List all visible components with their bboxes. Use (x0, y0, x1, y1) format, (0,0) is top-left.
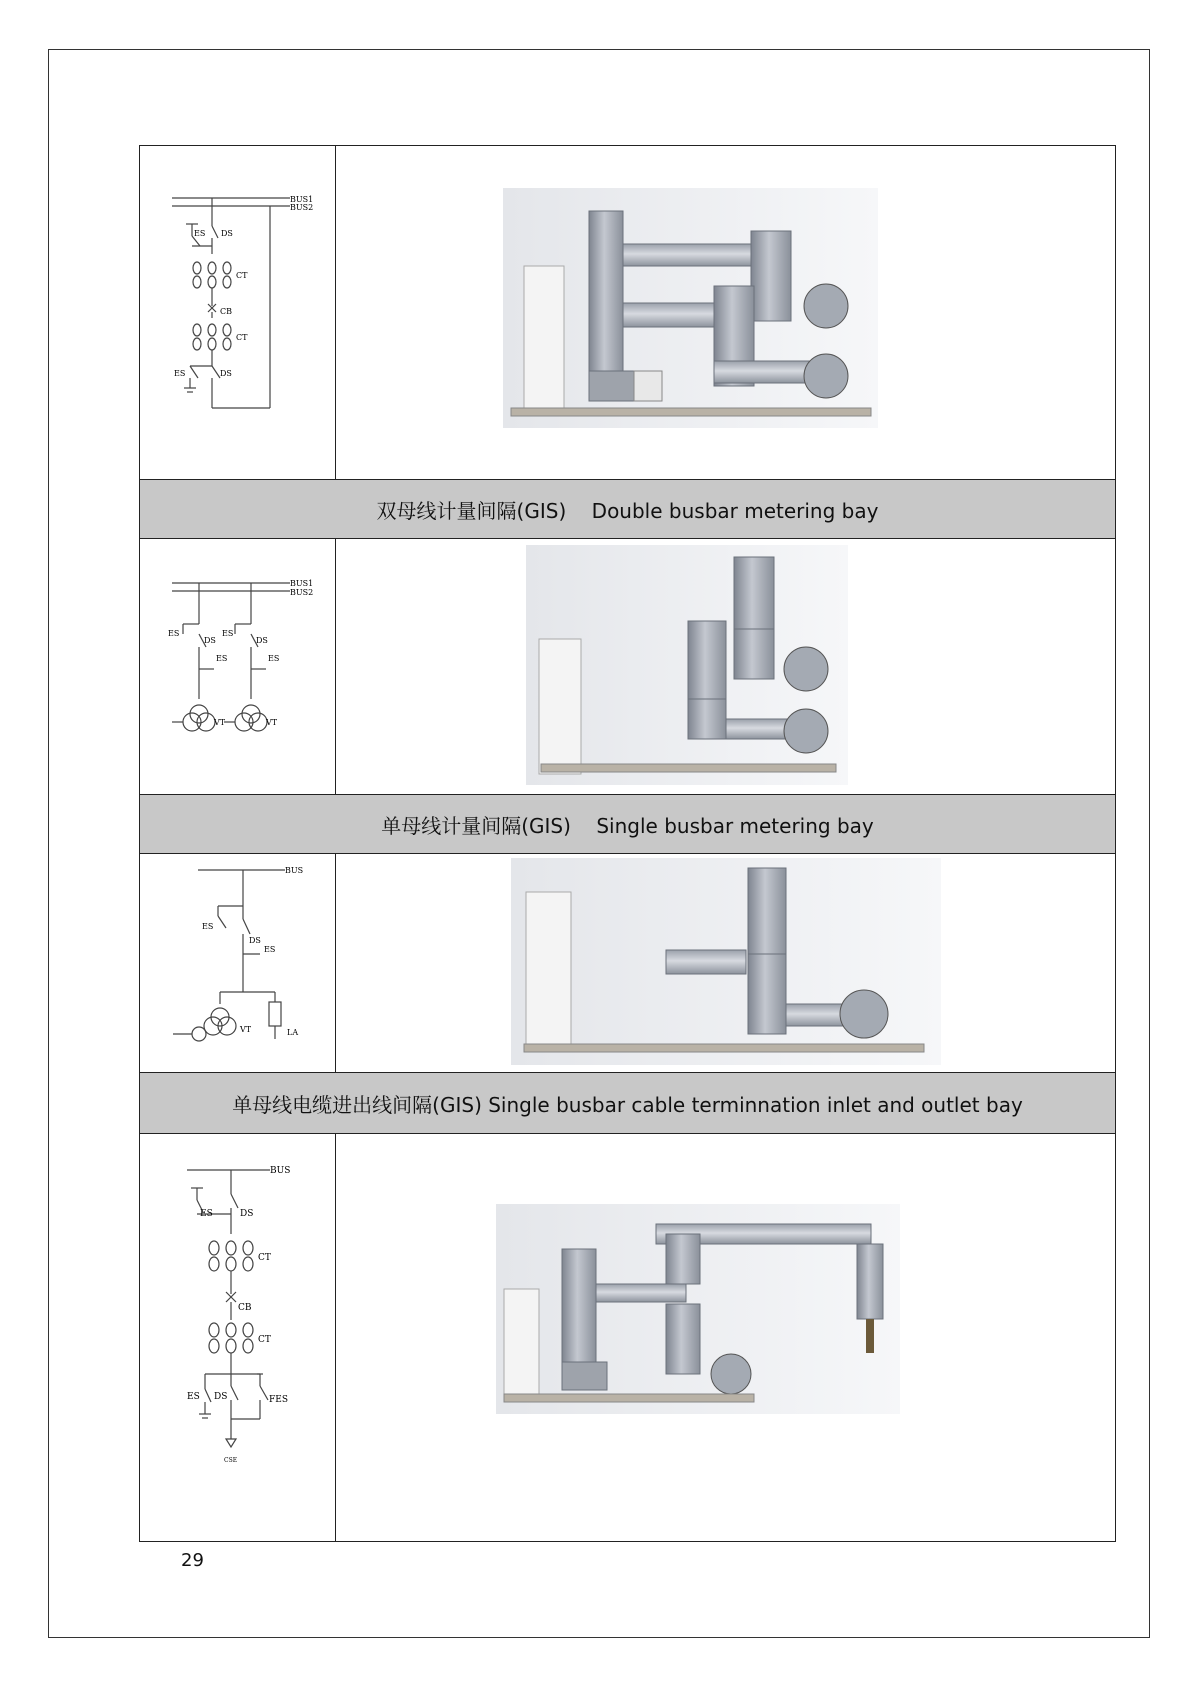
label-fes: FES (269, 1395, 288, 1405)
label-vt: VT (240, 1025, 252, 1034)
label-es-2: ES (174, 369, 186, 378)
single-line-diagram-2 (140, 539, 336, 794)
sld-cable-feeder-bay (140, 1134, 335, 1541)
label-bus: BUS (285, 866, 304, 875)
label-bus: BUS (270, 1166, 291, 1176)
label-ct-2: CT (258, 1335, 271, 1345)
label-es-b: ES (264, 945, 276, 954)
label-es-b: ES (216, 654, 228, 663)
label-ds-2: DS (256, 636, 268, 645)
gis-3d-render-cable-feeder (336, 1134, 1116, 1541)
label-ds: DS (204, 636, 216, 645)
sld-single-busbar-cable (140, 854, 335, 1072)
caption-text: 单母线计量间隔(GIS) Single busbar metering bay (381, 813, 874, 838)
label-la: LA (287, 1028, 299, 1037)
single-line-diagram-3 (140, 854, 336, 1072)
equipment-image-1 (336, 146, 1115, 479)
bay-row-1 (140, 146, 1115, 479)
bay-row-4 (140, 1134, 1115, 1541)
label-ds: DS (249, 936, 261, 945)
label-es-b-2: ES (268, 654, 280, 663)
label-es: ES (202, 922, 214, 931)
label-cb: CB (238, 1303, 252, 1313)
bay-caption-3 (140, 1072, 1115, 1134)
page-number: 29 (181, 1550, 204, 1571)
gis-3d-render-single-busbar-metering (336, 539, 1116, 794)
label-vt: VT (214, 718, 226, 727)
bay-caption-2 (140, 794, 1115, 854)
label-es-2: ES (222, 629, 234, 638)
single-line-diagram-1 (140, 146, 336, 479)
label-es: ES (194, 229, 206, 238)
label-ds-2: DS (220, 369, 232, 378)
bay-row-2 (140, 539, 1115, 794)
label-ct-2: CT (236, 333, 248, 342)
label-ds: DS (221, 229, 233, 238)
label-es-2: ES (187, 1392, 200, 1402)
bay-row-3 (140, 854, 1115, 1072)
label-bus2: BUS2 (290, 203, 314, 212)
label-es: ES (168, 629, 180, 638)
label-bus1: BUS1 (290, 579, 314, 588)
bay-caption-1 (140, 479, 1115, 539)
bay-table (139, 145, 1116, 1542)
single-line-diagram-4 (140, 1134, 336, 1541)
caption-text: 单母线电缆进出线间隔(GIS) Single busbar cable terminnation inlet and outlet bay (232, 1092, 1023, 1117)
equipment-image-3 (336, 854, 1115, 1072)
sld-double-busbar-metering (140, 146, 335, 479)
equipment-image-2 (336, 539, 1115, 794)
label-bus1: BUS1 (290, 195, 314, 204)
gis-3d-render-double-busbar (336, 146, 1116, 479)
caption-text: 双母线计量间隔(GIS) Double busbar metering bay (376, 498, 879, 523)
label-es: ES (200, 1209, 213, 1219)
gis-3d-render-single-busbar-cable (336, 854, 1116, 1072)
label-vt-2: VT (266, 718, 278, 727)
sld-single-busbar-metering (140, 539, 335, 794)
label-cb: CB (220, 307, 232, 316)
label-ct: CT (236, 271, 248, 280)
equipment-image-4 (336, 1134, 1115, 1541)
label-cse: CSE (224, 1457, 238, 1464)
label-ds-2: DS (214, 1392, 228, 1402)
label-ct: CT (258, 1253, 271, 1263)
label-ds: DS (240, 1209, 254, 1219)
label-bus2: BUS2 (290, 588, 314, 597)
